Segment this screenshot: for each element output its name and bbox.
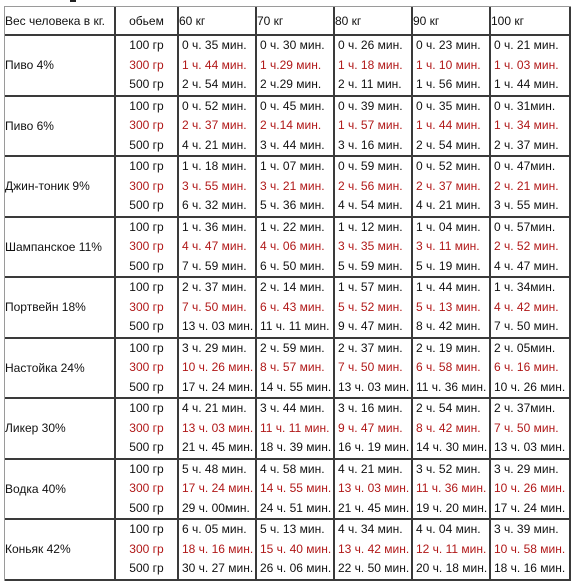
time-value: 0 ч. 59 мин. (338, 159, 403, 173)
time-value: 18 ч. 16 мин. (494, 561, 566, 575)
time-value: 21 ч. 45 мин. (338, 500, 410, 515)
time-value: 1 ч. 57 мин. (338, 118, 403, 132)
volume-value: 500 гр (129, 500, 164, 515)
time-value: 3 ч. 11 мин. (416, 239, 480, 253)
time-value: 2 ч. 37 мин. (338, 340, 403, 355)
time-cell (257, 520, 335, 581)
table-row (5, 339, 571, 400)
time-value: 8 ч. 42 мин. (416, 420, 481, 435)
time-value: 30 ч. 27 мин. (182, 561, 254, 575)
volume-value: 300 гр (129, 360, 164, 374)
time-value: 5 ч. 36 мин. (260, 198, 325, 212)
time-value: 2 ч.29 мин. (260, 77, 322, 91)
time-cell (335, 97, 413, 158)
time-value: 24 ч. 51 мин. (260, 500, 332, 515)
volume-value: 300 гр (129, 420, 164, 435)
time-value: 0 ч. 52 мин. (182, 98, 247, 113)
time-value: 3 ч. 44 мин. (260, 401, 325, 415)
volume-value: 100 гр (129, 98, 164, 113)
time-cell (257, 339, 335, 400)
time-cell (491, 520, 571, 581)
time-cell (257, 460, 335, 521)
time-value: 1 ч. 34мин. (494, 280, 556, 294)
time-value: 3 ч. 44 мин. (260, 137, 325, 152)
time-cell (179, 97, 257, 158)
time-value: 1 ч. 34 мин. (494, 118, 559, 132)
time-value: 10 ч. 26 мин. (494, 379, 566, 394)
volume-cell (116, 278, 179, 339)
header-volume-label: обьем (116, 7, 179, 36)
time-value: 1 ч. 18 мин. (182, 159, 247, 173)
drink-name: Пиво 6% (5, 97, 116, 158)
time-cell (179, 36, 257, 97)
table-row (5, 97, 571, 158)
time-value: 1 ч. 44 мин. (182, 57, 247, 72)
time-value: 2 ч. 59 мин. (260, 340, 325, 355)
volume-value: 500 гр (129, 77, 164, 91)
time-cell (491, 278, 571, 339)
time-value: 5 ч. 13 мин. (260, 522, 325, 536)
drink-name: Настойка 24% (5, 339, 116, 400)
time-value: 13 ч. 42 мин. (338, 541, 410, 556)
volume-cell (116, 339, 179, 400)
time-cell (413, 339, 491, 400)
volume-value: 100 гр (129, 159, 164, 173)
header-weight-label: Вес человека в кг. (5, 7, 116, 36)
time-value: 2 ч. 05мин. (494, 340, 556, 355)
drink-name: Коньяк 42% (5, 520, 116, 581)
volume-value: 100 гр (129, 461, 164, 476)
volume-value: 100 гр (129, 280, 164, 294)
time-value: 10 ч. 26 мин. (182, 360, 254, 374)
volume-value: 500 гр (129, 137, 164, 152)
time-value: 0 ч. 47мин. (494, 159, 556, 173)
drink-name: Пиво 4% (5, 36, 116, 97)
table-row (5, 278, 571, 339)
time-value: 2 ч. 54 мин. (182, 77, 247, 91)
volume-value: 100 гр (129, 219, 164, 234)
time-value: 10 ч. 26 мин. (494, 481, 566, 495)
time-value: 3 ч. 16 мин. (338, 401, 403, 415)
time-value: 14 ч. 55 мин. (260, 379, 332, 394)
volume-value: 300 гр (129, 178, 164, 193)
time-cell (257, 36, 335, 97)
time-value: 29 ч. 00мин. (182, 500, 250, 515)
time-value: 4 ч. 21 мин. (416, 198, 481, 212)
time-value: 1 ч. 44 мин. (416, 280, 481, 294)
top-edge-strip (0, 0, 574, 5)
time-value: 0 ч. 31мин. (494, 98, 556, 113)
time-value: 17 ч. 24 мин. (182, 379, 254, 394)
time-value: 16 ч. 19 мин. (338, 440, 410, 454)
header-weight-3: 80 кг (335, 7, 413, 36)
time-value: 1 ч. 22 мин. (260, 219, 325, 234)
volume-cell (116, 399, 179, 460)
time-value: 11 ч. 36 мин. (416, 379, 487, 394)
time-value: 1 ч. 12 мин. (338, 219, 403, 234)
time-cell (179, 399, 257, 460)
time-value: 7 ч. 50 мин. (338, 360, 403, 374)
drink-name: Ликер 30% (5, 399, 116, 460)
table-row (5, 399, 571, 460)
time-value: 2 ч. 21 мин. (494, 178, 559, 193)
time-value: 19 ч. 20 мин. (416, 500, 488, 515)
time-value: 0 ч. 35 мин. (182, 38, 247, 52)
time-cell (413, 399, 491, 460)
time-value: 8 ч. 42 мин. (416, 319, 481, 333)
time-value: 1 ч. 56 мин. (416, 77, 481, 91)
time-value: 4 ч. 21 мин. (182, 401, 247, 415)
time-value: 7 ч. 50 мин. (494, 420, 559, 435)
table-body (5, 36, 571, 581)
time-value: 7 ч. 59 мин. (182, 258, 247, 273)
time-value: 14 ч. 55 мин. (260, 481, 332, 495)
time-value: 9 ч. 47 мин. (338, 420, 403, 435)
time-cell (257, 278, 335, 339)
volume-value: 500 гр (129, 379, 164, 394)
time-cell (335, 460, 413, 521)
volume-cell (116, 157, 179, 218)
time-value: 9 ч. 47 мин. (338, 319, 403, 333)
time-value: 0 ч. 39 мин. (338, 98, 403, 113)
time-value: 3 ч. 55 мин. (182, 178, 247, 193)
time-cell (491, 97, 571, 158)
time-value: 18 ч. 16 мин. (182, 541, 254, 556)
time-value: 0 ч. 21 мин. (494, 38, 559, 52)
time-value: 6 ч. 16 мин. (494, 360, 559, 374)
time-value: 15 ч. 40 мин. (260, 541, 332, 556)
time-cell (335, 399, 413, 460)
time-value: 4 ч. 21 мин. (182, 137, 247, 152)
time-value: 2 ч. 19 мин. (416, 340, 481, 355)
drink-name: Портвейн 18% (5, 278, 116, 339)
time-value: 4 ч. 21 мин. (338, 461, 403, 476)
time-cell (491, 339, 571, 400)
time-cell (491, 460, 571, 521)
time-value: 26 ч. 06 мин. (260, 561, 332, 575)
volume-cell (116, 520, 179, 581)
volume-value: 100 гр (129, 401, 164, 415)
time-cell (335, 520, 413, 581)
time-cell (491, 157, 571, 218)
time-value: 6 ч. 58 мин. (416, 360, 481, 374)
time-cell (413, 218, 491, 279)
time-value: 14 ч. 30 мин. (416, 440, 488, 454)
header-weight-1: 60 кг (179, 7, 257, 36)
volume-value: 300 гр (129, 299, 164, 314)
time-value: 2 ч. 54 мин. (416, 401, 481, 415)
time-value: 18 ч. 39 мин. (260, 440, 332, 454)
volume-cell (116, 97, 179, 158)
time-value: 2 ч. 56 мин. (338, 178, 403, 193)
time-value: 3 ч. 16 мин. (338, 137, 403, 152)
time-value: 3 ч. 35 мин. (338, 239, 403, 253)
table-row (5, 520, 571, 581)
time-cell (413, 157, 491, 218)
time-value: 13 ч. 03 мин. (494, 440, 566, 454)
time-cell (335, 157, 413, 218)
time-value: 6 ч. 32 мин. (182, 198, 247, 212)
time-value: 4 ч. 58 мин. (260, 461, 325, 476)
time-cell (257, 97, 335, 158)
time-value: 0 ч. 57мин. (494, 219, 556, 234)
table-row (5, 157, 571, 218)
time-value: 17 ч. 24 мин. (494, 500, 566, 515)
volume-value: 300 гр (129, 481, 164, 495)
header-weight-2: 70 кг (257, 7, 335, 36)
time-cell (257, 218, 335, 279)
time-value: 2 ч. 14 мин. (260, 280, 325, 294)
time-value: 6 ч. 43 мин. (260, 299, 325, 314)
time-value: 5 ч. 13 мин. (416, 299, 481, 314)
volume-value: 300 гр (129, 57, 164, 72)
time-value: 1 ч. 57 мин. (338, 280, 403, 294)
time-value: 2 ч. 37 мин. (494, 137, 559, 152)
time-value: 13 ч. 03 мин. (338, 379, 410, 394)
header-weight-5: 100 кг (491, 7, 571, 36)
alcohol-elimination-table (4, 6, 571, 581)
time-value: 7 ч. 50 мин. (494, 319, 559, 333)
time-value: 1 ч. 07 мин. (260, 159, 325, 173)
time-value: 2 ч. 37мин. (494, 401, 556, 415)
time-value: 0 ч. 30 мин. (260, 38, 325, 52)
time-value: 2 ч.14 мин. (260, 118, 322, 132)
time-value: 0 ч. 35 мин. (416, 98, 481, 113)
time-value: 6 ч. 50 мин. (260, 258, 325, 273)
time-cell (491, 399, 571, 460)
time-cell (179, 460, 257, 521)
time-value: 2 ч. 54 мин. (416, 137, 481, 152)
time-value: 2 ч. 37 мин. (182, 118, 247, 132)
time-value: 21 ч. 45 мин. (182, 440, 254, 454)
time-value: 1 ч.29 мин. (260, 57, 322, 72)
time-value: 2 ч. 37 мин. (416, 178, 481, 193)
time-value: 3 ч. 39 мин. (494, 522, 559, 536)
time-value: 13 ч. 03 мин. (338, 481, 410, 495)
time-value: 1 ч. 10 мин. (416, 57, 481, 72)
time-value: 4 ч. 06 мин. (260, 239, 325, 253)
time-cell (491, 36, 571, 97)
volume-value: 300 гр (129, 541, 164, 556)
time-value: 0 ч. 52 мин. (416, 159, 481, 173)
time-value: 0 ч. 45 мин. (260, 98, 325, 113)
time-value: 17 ч. 24 мин. (182, 481, 254, 495)
time-cell (179, 278, 257, 339)
table-row (5, 460, 571, 521)
time-cell (335, 278, 413, 339)
time-cell (491, 218, 571, 279)
time-value: 10 ч. 58 мин. (494, 541, 566, 556)
volume-value: 100 гр (129, 38, 164, 52)
top-edge-mark (70, 0, 76, 2)
time-value: 1 ч. 04 мин. (416, 219, 481, 234)
time-value: 11 ч. 11 мин. (260, 420, 330, 435)
drink-name: Шампанское 11% (5, 218, 116, 279)
time-value: 4 ч. 04 мин. (416, 522, 481, 536)
time-value: 13 ч. 03 мин. (182, 420, 254, 435)
time-cell (179, 339, 257, 400)
time-value: 13 ч. 03 мин. (182, 319, 254, 333)
time-value: 4 ч. 47 мин. (182, 239, 247, 253)
time-value: 3 ч. 29 мин. (494, 461, 559, 476)
time-value: 20 ч. 18 мин. (416, 561, 488, 575)
time-value: 0 ч. 23 мин. (416, 38, 481, 52)
header-weight-4: 90 кг (413, 7, 491, 36)
time-cell (413, 460, 491, 521)
time-value: 6 ч. 05 мин. (182, 522, 247, 536)
time-value: 8 ч. 57 мин. (260, 360, 325, 374)
time-cell (257, 157, 335, 218)
volume-value: 300 гр (129, 118, 164, 132)
volume-cell (116, 460, 179, 521)
time-value: 5 ч. 19 мин. (416, 258, 481, 273)
time-value: 3 ч. 52 мин. (416, 461, 481, 476)
time-cell (335, 36, 413, 97)
time-value: 4 ч. 34 мин. (338, 522, 403, 536)
time-cell (179, 520, 257, 581)
time-cell (179, 218, 257, 279)
volume-cell (116, 218, 179, 279)
table-row (5, 36, 571, 97)
time-value: 0 ч. 26 мин. (338, 38, 403, 52)
time-value: 11 ч. 36 мин. (416, 481, 487, 495)
volume-value: 500 гр (129, 198, 164, 212)
table-row (5, 218, 571, 279)
time-value: 1 ч. 44 мин. (416, 118, 481, 132)
time-value: 3 ч. 29 мин. (182, 340, 247, 355)
time-cell (179, 157, 257, 218)
time-value: 4 ч. 54 мин. (338, 198, 403, 212)
time-cell (413, 36, 491, 97)
volume-cell (116, 36, 179, 97)
time-value: 5 ч. 59 мин. (338, 258, 403, 273)
time-value: 7 ч. 50 мин. (182, 299, 247, 314)
time-value: 1 ч. 44 мин. (494, 77, 559, 91)
time-value: 1 ч. 18 мин. (338, 57, 403, 72)
time-value: 1 ч. 36 мин. (182, 219, 247, 234)
time-value: 2 ч. 37 мин. (182, 280, 247, 294)
volume-value: 300 гр (129, 239, 164, 253)
drink-name: Джин-тоник 9% (5, 157, 116, 218)
drink-name: Водка 40% (5, 460, 116, 521)
volume-value: 500 гр (129, 319, 164, 333)
time-value: 1 ч. 03 мин. (494, 57, 559, 72)
time-value: 5 ч. 48 мин. (182, 461, 247, 476)
time-cell (335, 339, 413, 400)
volume-value: 500 гр (129, 561, 164, 575)
volume-value: 100 гр (129, 340, 164, 355)
time-cell (257, 399, 335, 460)
time-cell (335, 218, 413, 279)
time-value: 4 ч. 42 мин. (494, 299, 559, 314)
time-cell (413, 97, 491, 158)
volume-value: 500 гр (129, 258, 164, 273)
time-value: 2 ч. 52 мин. (494, 239, 559, 253)
volume-value: 500 гр (129, 440, 164, 454)
time-value: 2 ч. 11 мин. (338, 77, 402, 91)
time-cell (413, 520, 491, 581)
header-row (5, 7, 571, 36)
time-value: 12 ч. 11 мин. (416, 541, 487, 556)
time-value: 4 ч. 47 мин. (494, 258, 559, 273)
time-cell (413, 278, 491, 339)
time-value: 3 ч. 55 мин. (494, 198, 559, 212)
time-value: 11 ч. 11 мин. (260, 319, 330, 333)
time-value: 3 ч. 21 мин. (260, 178, 325, 193)
volume-value: 100 гр (129, 522, 164, 536)
time-value: 5 ч. 52 мин. (338, 299, 403, 314)
time-value: 22 ч. 50 мин. (338, 561, 410, 575)
